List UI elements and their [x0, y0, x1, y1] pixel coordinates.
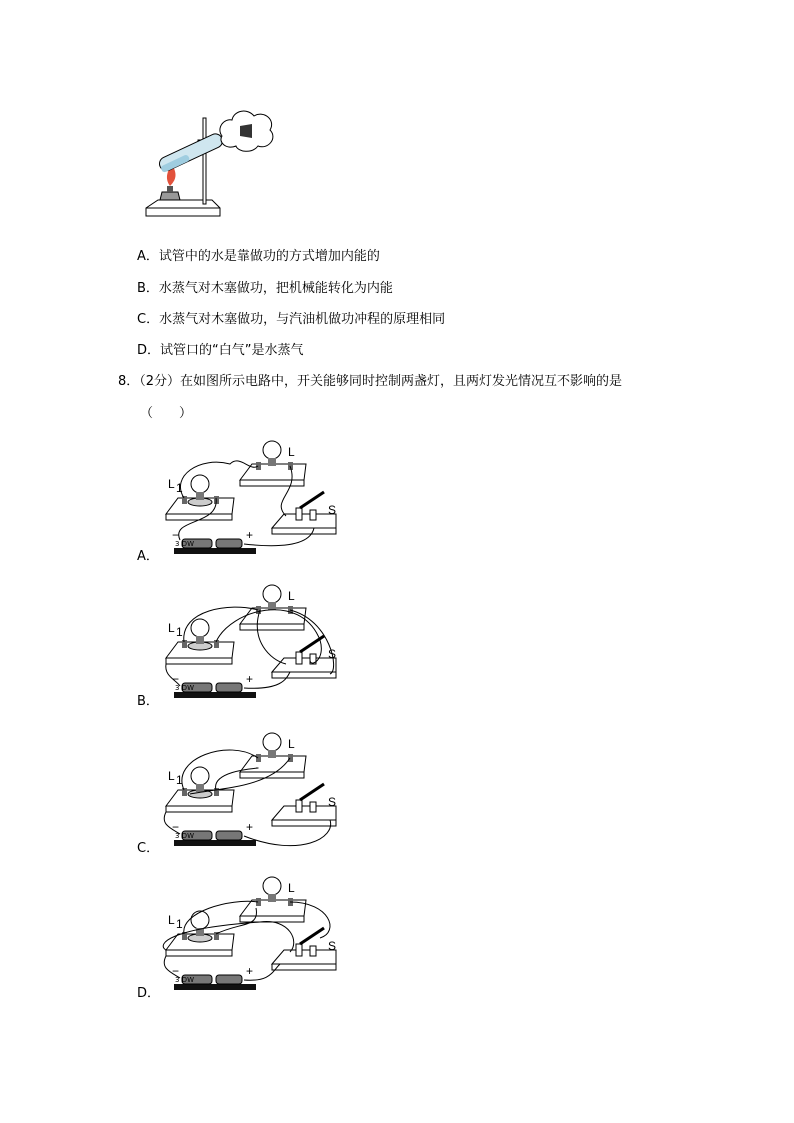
circuit-c-battery-text: 3 DW [175, 832, 194, 840]
test-tube-figure [140, 100, 280, 230]
circuit-d-label-l1-sub: 1 [176, 917, 183, 931]
q7-option-d: D．试管口的“白气”是水蒸气 [137, 343, 304, 358]
circuit-d-minus: − [172, 964, 180, 978]
circuit-a-label-s: S [328, 503, 337, 517]
circuit-a-figure [160, 436, 350, 561]
circuit-b-battery-text: 3 DW [175, 684, 194, 692]
circuit-d-option: D． [137, 986, 161, 1001]
circuit-c-figure [160, 728, 350, 853]
circuit-c-plus: + [246, 820, 254, 834]
circuit-a-plus: + [246, 528, 254, 542]
circuit-a-option: A． [137, 549, 159, 564]
q7-option-c: C．水蒸气对木塞做功，与汽油机做功冲程的原理相同 [137, 312, 446, 327]
circuit-d-label-l: L [288, 881, 295, 895]
circuit-d-figure [160, 872, 350, 997]
circuit-a-label-l: L [288, 445, 295, 459]
circuit-c-minus: − [172, 820, 180, 834]
circuit-d-plus: + [246, 964, 254, 978]
circuit-c-label-l: L [288, 737, 295, 751]
circuit-b-option: B． [137, 694, 159, 709]
q7-option-b: B．水蒸气对木塞做功，把机械能转化为内能 [137, 281, 393, 296]
q8-stem: 8．（2分）在如图所示电路中，开关能够同时控制两盏灯，且两灯发光情况互不影响的是 [118, 374, 623, 389]
circuit-d-battery-text: 3 DW [175, 976, 194, 984]
q7-option-a: A．试管中的水是靠做功的方式增加内能的 [137, 249, 380, 264]
circuit-c-label-l1: L [168, 769, 175, 783]
circuit-d-label-s: S [328, 939, 337, 953]
q8-paren: （ ） [140, 406, 193, 421]
circuit-b-label-l1: L [168, 621, 175, 635]
circuit-a-battery-text: 3 DW [175, 540, 194, 548]
circuit-a-label-l1-sub: 1 [176, 481, 183, 495]
circuit-b-label-l: L [288, 589, 295, 603]
circuit-a-minus: − [172, 528, 180, 542]
circuit-d-label-l1: L [168, 913, 175, 927]
circuit-c-label-l1-sub: 1 [176, 773, 183, 787]
circuit-c-option: C． [137, 841, 160, 856]
circuit-b-plus: + [246, 672, 254, 686]
circuit-c-label-s: S [328, 795, 337, 809]
circuit-b-minus: − [172, 672, 180, 686]
circuit-a-label-l1: L [168, 477, 175, 491]
circuit-b-label-s: S [328, 647, 337, 661]
circuit-b-figure [160, 580, 350, 705]
circuit-b-label-l1-sub: 1 [176, 625, 183, 639]
